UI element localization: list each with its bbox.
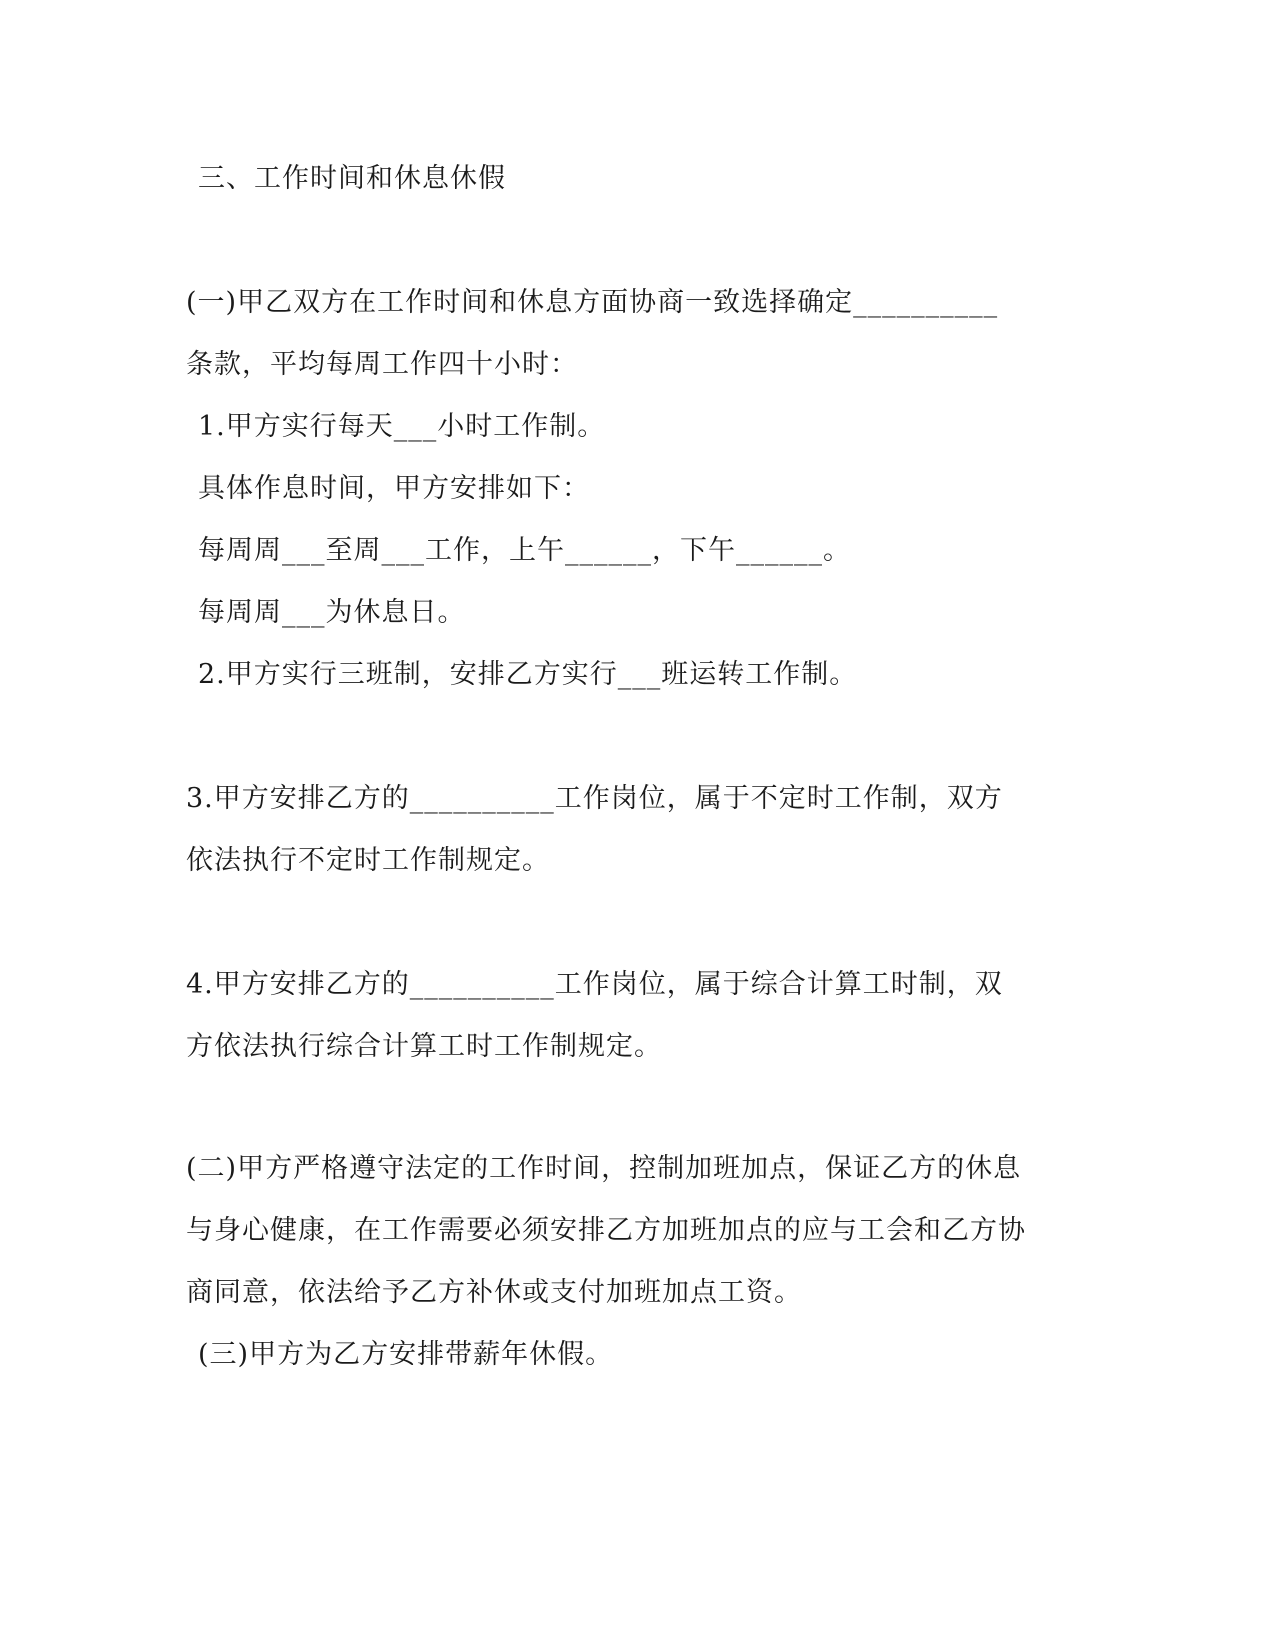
paragraph-line: (三)甲方为乙方安排带薪年休假。 <box>198 1339 614 1370</box>
paragraph-line: 2.甲方实行三班制，安排乙方实行___班运转工作制。 <box>198 659 858 690</box>
paragraph-line: (二)甲方严格遵守法定的工作时间，控制加班加点，保证乙方的休息 <box>186 1153 1022 1184</box>
paragraph-line: 4.甲方安排乙方的__________工作岗位，属于综合计算工时制，双 <box>186 969 1003 1000</box>
paragraph-line: 依法执行不定时工作制规定。 <box>186 845 550 876</box>
paragraph-line: 3.甲方安排乙方的__________工作岗位，属于不定时工作制，双方 <box>186 783 1003 814</box>
section-heading: 三、工作时间和休息休假 <box>198 163 506 194</box>
paragraph-line: 具体作息时间，甲方安排如下： <box>198 473 590 504</box>
paragraph-line: 商同意，依法给予乙方补休或支付加班加点工资。 <box>186 1277 802 1308</box>
paragraph-line: 与身心健康，在工作需要必须安排乙方加班加点的应与工会和乙方协 <box>186 1215 1026 1246</box>
paragraph-line: 每周周___为休息日。 <box>198 597 466 628</box>
paragraph-line: 条款，平均每周工作四十小时： <box>186 349 578 380</box>
paragraph-line: 1.甲方实行每天___小时工作制。 <box>198 411 606 442</box>
paragraph-line: 方依法执行综合计算工时工作制规定。 <box>186 1031 662 1062</box>
paragraph-line: (一)甲乙双方在工作时间和休息方面协商一致选择确定__________ <box>186 287 999 318</box>
paragraph-line: 每周周___至周___工作，上午______，下午______。 <box>198 535 851 566</box>
